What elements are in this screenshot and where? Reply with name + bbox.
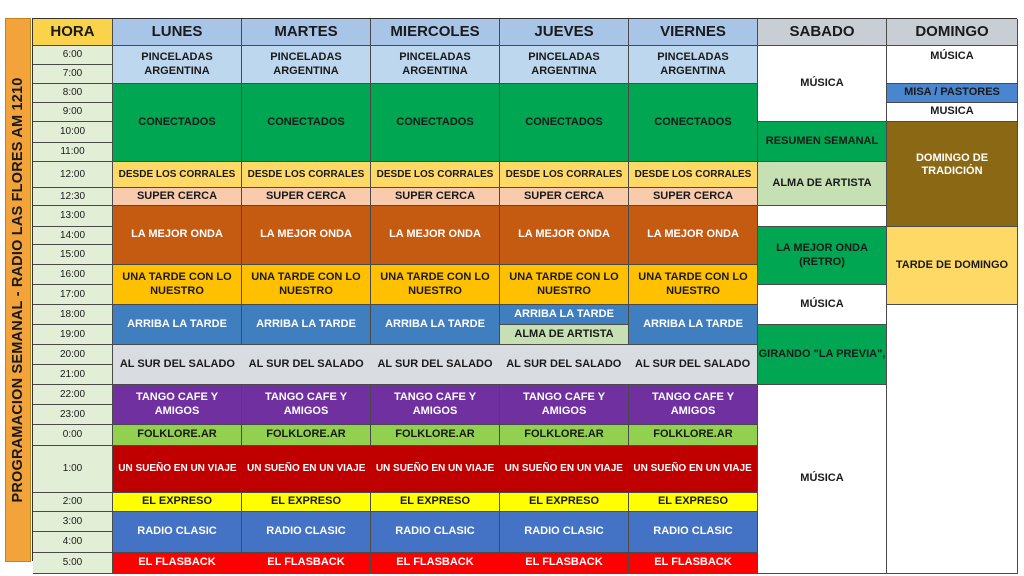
program-el-expreso: EL EXPRESO xyxy=(629,493,758,512)
program-al-sur-del-salado: AL SUR DEL SALADO xyxy=(119,357,235,370)
program-un-sueno-en-un-viaje: UN SUEÑO EN UN VIAJE xyxy=(504,463,623,474)
header-domingo: DOMINGO xyxy=(887,19,1018,46)
program-super-cerca: SUPER CERCA xyxy=(500,188,629,206)
program-el-flasback: EL FLASBACK xyxy=(629,553,758,574)
domingo-tarde-de-domingo: TARDE DE DOMINGO xyxy=(887,227,1018,305)
domingo-empty xyxy=(887,305,1018,574)
hour-cell: 5:00 xyxy=(33,553,113,574)
domingo-musica: MÚSICA xyxy=(887,46,1018,84)
header-sabado: SABADO xyxy=(758,19,887,46)
hour-cell: 4:00 xyxy=(33,532,113,553)
sabado-resumen-semanal: RESUMEN SEMANAL xyxy=(758,122,887,162)
program-super-cerca: SUPER CERCA xyxy=(629,188,758,206)
hour-cell: 2:00 xyxy=(33,493,113,512)
program-al-sur-del-salado: AL SUR DEL SALADO xyxy=(377,357,493,370)
program-el-expreso: EL EXPRESO xyxy=(371,493,500,512)
header-martes: MARTES xyxy=(242,19,371,46)
program-radio-clasic: RADIO CLASIC xyxy=(113,512,242,553)
program-radio-clasic: RADIO CLASIC xyxy=(371,512,500,553)
hour-cell: 10:00 xyxy=(33,122,113,143)
hour-cell: 15:00 xyxy=(33,245,113,265)
domingo-de-tradicion: DOMINGO DE TRADICIÓN xyxy=(887,122,1018,227)
program-tango-cafe: TANGO CAFE Y AMIGOS xyxy=(629,385,758,425)
program-pinceladas: PINCELADAS ARGENTINA xyxy=(371,46,500,84)
program-arriba-la-tarde: ARRIBA LA TARDE xyxy=(113,305,242,345)
header-viernes: VIERNES xyxy=(629,19,758,46)
program-un-sueno-en-un-viaje: UN SUEÑO EN UN VIAJE xyxy=(375,463,495,474)
program-folklore: FOLKLORE.AR xyxy=(500,425,629,446)
program-folklore: FOLKLORE.AR xyxy=(242,425,371,446)
program-desde-los-corrales: DESDE LOS CORRALES xyxy=(371,162,500,188)
side-title-bar xyxy=(5,18,31,562)
program-el-expreso: EL EXPRESO xyxy=(113,493,242,512)
program-alma-de-artista: ALMA DE ARTISTA xyxy=(500,325,629,345)
program-super-cerca: SUPER CERCA xyxy=(242,188,371,206)
program-conectados: CONECTADOS xyxy=(500,84,629,162)
hour-cell: 3:00 xyxy=(33,512,113,532)
program-el-expreso: EL EXPRESO xyxy=(500,493,629,512)
domingo-musica: MUSICA xyxy=(887,103,1018,122)
header-miercoles: MIERCOLES xyxy=(371,19,500,46)
sabado-musica: MÚSICA xyxy=(758,385,887,574)
sabado-musica: MÚSICA xyxy=(758,46,887,122)
program-el-flasback: EL FLASBACK xyxy=(371,553,500,574)
program-tango-cafe: TANGO CAFE Y AMIGOS xyxy=(371,385,500,425)
program-la-mejor-onda: LA MEJOR ONDA xyxy=(629,206,758,265)
program-al-sur-del-salado: AL SUR DEL SALADO xyxy=(506,357,622,370)
program-una-tarde: UNA TARDE CON LO NUESTRO xyxy=(629,265,758,305)
sabado-alma-de-artista: ALMA DE ARTISTA xyxy=(758,162,887,206)
program-arriba-la-tarde: ARRIBA LA TARDE xyxy=(242,305,371,345)
hour-cell: 7:00 xyxy=(33,65,113,84)
program-folklore: FOLKLORE.AR xyxy=(113,425,242,446)
program-el-flasback: EL FLASBACK xyxy=(500,553,629,574)
hour-cell: 8:00 xyxy=(33,84,113,103)
program-desde-los-corrales: DESDE LOS CORRALES xyxy=(242,162,371,188)
program-folklore: FOLKLORE.AR xyxy=(371,425,500,446)
program-desde-los-corrales: DESDE LOS CORRALES xyxy=(500,162,629,188)
hour-cell: 16:00 xyxy=(33,265,113,285)
header-lunes: LUNES xyxy=(113,19,242,46)
program-conectados: CONECTADOS xyxy=(113,84,242,162)
program-conectados: CONECTADOS xyxy=(242,84,371,162)
hour-cell: 11:00 xyxy=(33,143,113,162)
program-radio-clasic: RADIO CLASIC xyxy=(629,512,758,553)
program-super-cerca: SUPER CERCA xyxy=(113,188,242,206)
hour-cell: 12:00 xyxy=(33,162,113,188)
program-al-sur-del-salado: AL SUR DEL SALADO xyxy=(248,357,364,370)
hour-cell: 20:00 xyxy=(33,345,113,365)
hour-cell: 22:00 xyxy=(33,385,113,405)
program-arriba-la-tarde: ARRIBA LA TARDE xyxy=(629,305,758,345)
program-la-mejor-onda: LA MEJOR ONDA xyxy=(242,206,371,265)
program-folklore: FOLKLORE.AR xyxy=(629,425,758,446)
hour-cell: 19:00 xyxy=(33,325,113,345)
program-un-sueno-en-un-viaje: UN SUEÑO EN UN VIAJE xyxy=(247,463,366,474)
program-la-mejor-onda: LA MEJOR ONDA xyxy=(113,206,242,265)
program-desde-los-corrales: DESDE LOS CORRALES xyxy=(113,162,242,188)
hour-cell: 12:30 xyxy=(33,188,113,206)
program-la-mejor-onda: LA MEJOR ONDA xyxy=(371,206,500,265)
hour-cell: 18:00 xyxy=(33,305,113,325)
program-pinceladas: PINCELADAS ARGENTINA xyxy=(629,46,758,84)
program-una-tarde: UNA TARDE CON LO NUESTRO xyxy=(371,265,500,305)
program-arriba-la-tarde: ARRIBA LA TARDE xyxy=(500,305,629,325)
program-la-mejor-onda: LA MEJOR ONDA xyxy=(500,206,629,265)
sabado-empty xyxy=(758,206,887,227)
hour-cell: 14:00 xyxy=(33,227,113,245)
program-pinceladas: PINCELADAS ARGENTINA xyxy=(242,46,371,84)
domingo-misa-pastores: MISA / PASTORES xyxy=(887,84,1018,103)
program-conectados: CONECTADOS xyxy=(629,84,758,162)
program-el-flasback: EL FLASBACK xyxy=(242,553,371,574)
program-un-sueno-en-un-viaje: UN SUEÑO EN UN VIAJE xyxy=(118,463,237,474)
hour-cell: 6:00 xyxy=(33,46,113,65)
sabado-la-mejor-onda-retro: LA MEJOR ONDA (RETRO) xyxy=(758,227,887,285)
hour-cell: 1:00 xyxy=(33,446,113,493)
program-el-flasback: EL FLASBACK xyxy=(113,553,242,574)
program-pinceladas: PINCELADAS ARGENTINA xyxy=(500,46,629,84)
program-tango-cafe: TANGO CAFE Y AMIGOS xyxy=(242,385,371,425)
program-conectados: CONECTADOS xyxy=(371,84,500,162)
program-pinceladas: PINCELADAS ARGENTINA xyxy=(113,46,242,84)
program-un-sueno-en-un-viaje: UN SUEÑO EN UN VIAJE xyxy=(633,463,752,474)
program-radio-clasic: RADIO CLASIC xyxy=(242,512,371,553)
hour-cell: 21:00 xyxy=(33,365,113,385)
sabado-musica: MÚSICA xyxy=(758,285,887,325)
program-un-sueno-row xyxy=(113,446,758,493)
program-una-tarde: UNA TARDE CON LO NUESTRO xyxy=(113,265,242,305)
side-title: PROGRAMACION SEMANAL - RADIO LAS FLORES AM 1210 xyxy=(10,77,26,503)
hour-cell: 23:00 xyxy=(33,405,113,425)
program-al-sur-del-salado: AL SUR DEL SALADO xyxy=(635,357,751,370)
program-tango-cafe: TANGO CAFE Y AMIGOS xyxy=(500,385,629,425)
hour-cell: 13:00 xyxy=(33,206,113,227)
program-arriba-la-tarde: ARRIBA LA TARDE xyxy=(371,305,500,345)
program-desde-los-corrales: DESDE LOS CORRALES xyxy=(629,162,758,188)
header-jueves: JUEVES xyxy=(500,19,629,46)
hour-cell: 9:00 xyxy=(33,103,113,122)
program-radio-clasic: RADIO CLASIC xyxy=(500,512,629,553)
program-una-tarde: UNA TARDE CON LO NUESTRO xyxy=(500,265,629,305)
schedule-grid xyxy=(32,18,1017,569)
hour-cell: 17:00 xyxy=(33,285,113,305)
program-tango-cafe: TANGO CAFE Y AMIGOS xyxy=(113,385,242,425)
hour-cell: 0:00 xyxy=(33,425,113,446)
program-una-tarde: UNA TARDE CON LO NUESTRO xyxy=(242,265,371,305)
sabado-girando-la-previa: GIRANDO "LA PREVIA", xyxy=(758,325,887,385)
program-super-cerca: SUPER CERCA xyxy=(371,188,500,206)
program-el-expreso: EL EXPRESO xyxy=(242,493,371,512)
header-hora: HORA xyxy=(33,19,113,46)
program-al-sur-del-salado-row xyxy=(113,345,758,385)
